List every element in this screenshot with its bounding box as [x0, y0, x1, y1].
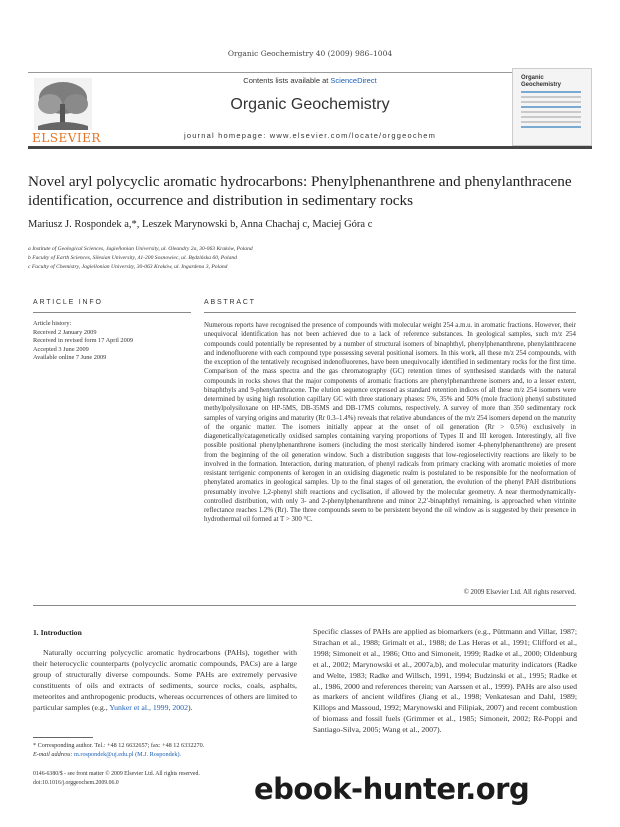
affiliation-b: b Faculty of Earth Sciences, Silesian University, 41-200 Sosnowiec, ul. Będzińska 60, Poland [28, 255, 237, 261]
footnote-rule [33, 737, 93, 738]
history-online: Available online 7 June 2009 [33, 354, 107, 361]
article-info-label: ARTICLE INFO [33, 299, 103, 306]
abstract-text: Numerous reports have recognised the presence of compounds with molecular weight 254 a.m.u. in aromatic fractions. However, their unequivocal identification has not been achieved due to a lack of reference substances. In geological samples, such m/z 254 compounds could potentially be represented by a number of structural isomers of binaphthyl, phenylphenanthrene, phenylanthracene and indenofluorene with each compound type possessing several positional isomers. In this work, all these m/z 254 compounds, with the exception of the tentatively recognised indenofluorenes, have been unequivocally identified in sedimentary rocks for the first time. Comparison of the mass spectra and the gas chromatography (GC) retention times of synthesised standards with the natural compounds in rocks shows that the major components of aromatic fractions are phenylphenanthrene isomers and, to a lesser extent, binaphthyls and 9-phenylanthracene. The elution sequence expressed as standard retention indices of all these m/z 254 isomers were determined by using high resolution capillary GC with three stationary phases: 5%, 35% and 50% (mole fraction) phenyl substituted methylpolysiloxane on HP-5MS, DB-35MS and DB-17MS columns, respectively. A survey of more than 350 sedimentary rock samples of varying origins and maturity (Rr 0.3–1.4%) reveals that relative abundances of the m/z 254 isomers depend on the maturity of the organic matter. The isomers initially appear at the onset of oil generation (Rr > 0.5%) exclusively in diagenetically/catagenetically oxidised samples containing varying proportions of Types II and III kerogen. Interestingly, all five possible positional phenylphenanthrene isomers (including the most sterically hindered isomer 4-phenylphenanthrene) are present from the beginning of the oil generation window. Such a distribution suggests that low-regioselectivity reactions are likely to be involved in the formation. Interaction, during maturation, of phenyl radicals from primary cracking with aromatic moieties of more resistant terrigenic components of kerogen in an oxidising diagenetic realm is postulated to be responsible for the neoformation of phenylated aromatics in geological samples. Up to the final stages of oil generation, the evolution of the phenyl PAH distributions presumably involve 1,2-phenyl shift reactions and cyclisation, if allowed by the molecular geometry. A near thermodynamically-controlled distribution, with only 3- and 2-phenylphenanthrene and minor 2,2′-binaphthyl remaining, is approached when vitrinite reflectance reaches 1.2% (Rr). The three compounds seem to be persistent beyond the oil window as is suggested by their presence in hydrothermal oil formed at T > 300 °C. [204, 322, 576, 524]
header-top-rule [28, 72, 592, 73]
contents-line [160, 76, 460, 85]
watermark: ebook-hunter.org [254, 772, 530, 806]
author-list: Mariusz J. Rospondek a,*, Leszek Marynowski b, Anna Chachaj c, Maciej Góra c [28, 219, 373, 230]
journal-cover-thumbnail [512, 68, 592, 146]
intro-col1-text: Naturally occurring polycyclic aromatic hydrocarbons (PAHs), together with their heterocyclic counterparts (polycyclic aromatic compounds, PACs) are a large group of structurally diverse compounds. Some PAHs are extremely pervasive constituents of oils and extracts of sediments, source rocks, coals, asphalts, meteorites and anthropogenic products, whereas occurrences of others are limited to particular samples (e.g., [33, 648, 297, 712]
email-label: E-mail address: [33, 751, 73, 758]
sciencedirect-link[interactable]: ScienceDirect [330, 76, 377, 85]
history-revised: Received in revised form 17 April 2009 [33, 337, 134, 344]
abstract-bottom-rule [33, 605, 576, 606]
elsevier-wordmark: ELSEVIER [32, 131, 101, 145]
citation-link[interactable]: Yunker et al., 1999, 2002 [109, 702, 188, 712]
issn-line: 0146-6380/$ - see front matter © 2009 Elsevier Ltd. All rights reserved. [33, 771, 200, 777]
cover-title [521, 75, 561, 89]
footnote-email [33, 751, 297, 759]
cover-decoration [521, 91, 581, 131]
intro-column-2: Specific classes of PAHs are applied as biomarkers (e.g., Püttmann and Villar, 1987; Strachan et al., 1988; Grimalt et al., 1988; de Las Heras et al., 1991; Clifford et al., 1998; Simoneit et al., 1986; Otto and Simoneit, 1999; Radke et al., 2000; Oldenburg et al., 2002; Marynowski et al., 2007a,b), and molecular maturity indicators (Radke and Welte, 1983; Radke and Willsch, 1991, 1994; Budzinski et al., 1995; Radke et al., 1986, 2000 and references therein; van Aarssen et al., 1999). PAHs are also used as markers of ancient wildfires (Jiang et al., 1998; Venkatesan and Dahl, 1989; Killops and Massoud, 1992; Marynowski and Filipiak, 2007) and recent combustion of biomass and fossil fuels (Grimmer et al., 1985; Simoneit, 2002; Ré-Poppi and Santiago-Silva, 2005; Wang et al., 2007). [313, 627, 577, 735]
history-received: Received 2 January 2009 [33, 329, 97, 336]
article-info-rule [33, 312, 191, 313]
copyright: © 2009 Elsevier Ltd. All rights reserved. [463, 589, 576, 596]
intro-column-1 [33, 648, 297, 713]
header-bottom-rule [28, 146, 592, 149]
contents-prefix: Contents lists available at [243, 76, 331, 85]
abstract-rule [204, 312, 576, 313]
journal-title: Organic Geochemistry [230, 96, 390, 113]
intro-col1-end: ). [187, 702, 193, 712]
journal-homepage[interactable]: journal homepage: www.elsevier.com/locate/orggeochem [183, 131, 437, 140]
history-accepted: Accepted 3 June 2009 [33, 346, 89, 353]
footnote-corresponding: * Corresponding author. Tel.: +48 12 6632657; fax: +48 12 6332270. [33, 742, 205, 749]
affiliation-a: a Institute of Geological Sciences, Jagiellonian University, ul. Oleandry 2a, 30-063 Kraków, Poland [28, 246, 253, 252]
article-title: Novel aryl polycyclic aromatic hydrocarbons: Phenylphenanthrene and phenylanthracene identification, occurrence and distribution in sedimentary rocks [28, 173, 572, 209]
cover-title-line-2: Geochemistry [521, 82, 562, 88]
intro-heading: 1. Introduction [33, 628, 82, 637]
journal-reference: Organic Geochemistry 40 (2009) 986–1004 [227, 49, 393, 58]
doi-line[interactable]: doi:10.1016/j.orggeochem.2009.06.0 [33, 780, 119, 786]
cover-title-line-1: Organic [521, 75, 544, 81]
affiliation-c: c Faculty of Chemistry, Jagiellonian University, 30-063 Kraków, ul. Ingardena 3, Poland [28, 264, 228, 270]
email-link[interactable]: m.rospondek@uj.edu.pl (M.J. Rospondek). [74, 751, 182, 758]
history-heading: Article history: [33, 320, 72, 327]
abstract-label: ABSTRACT [204, 299, 256, 306]
